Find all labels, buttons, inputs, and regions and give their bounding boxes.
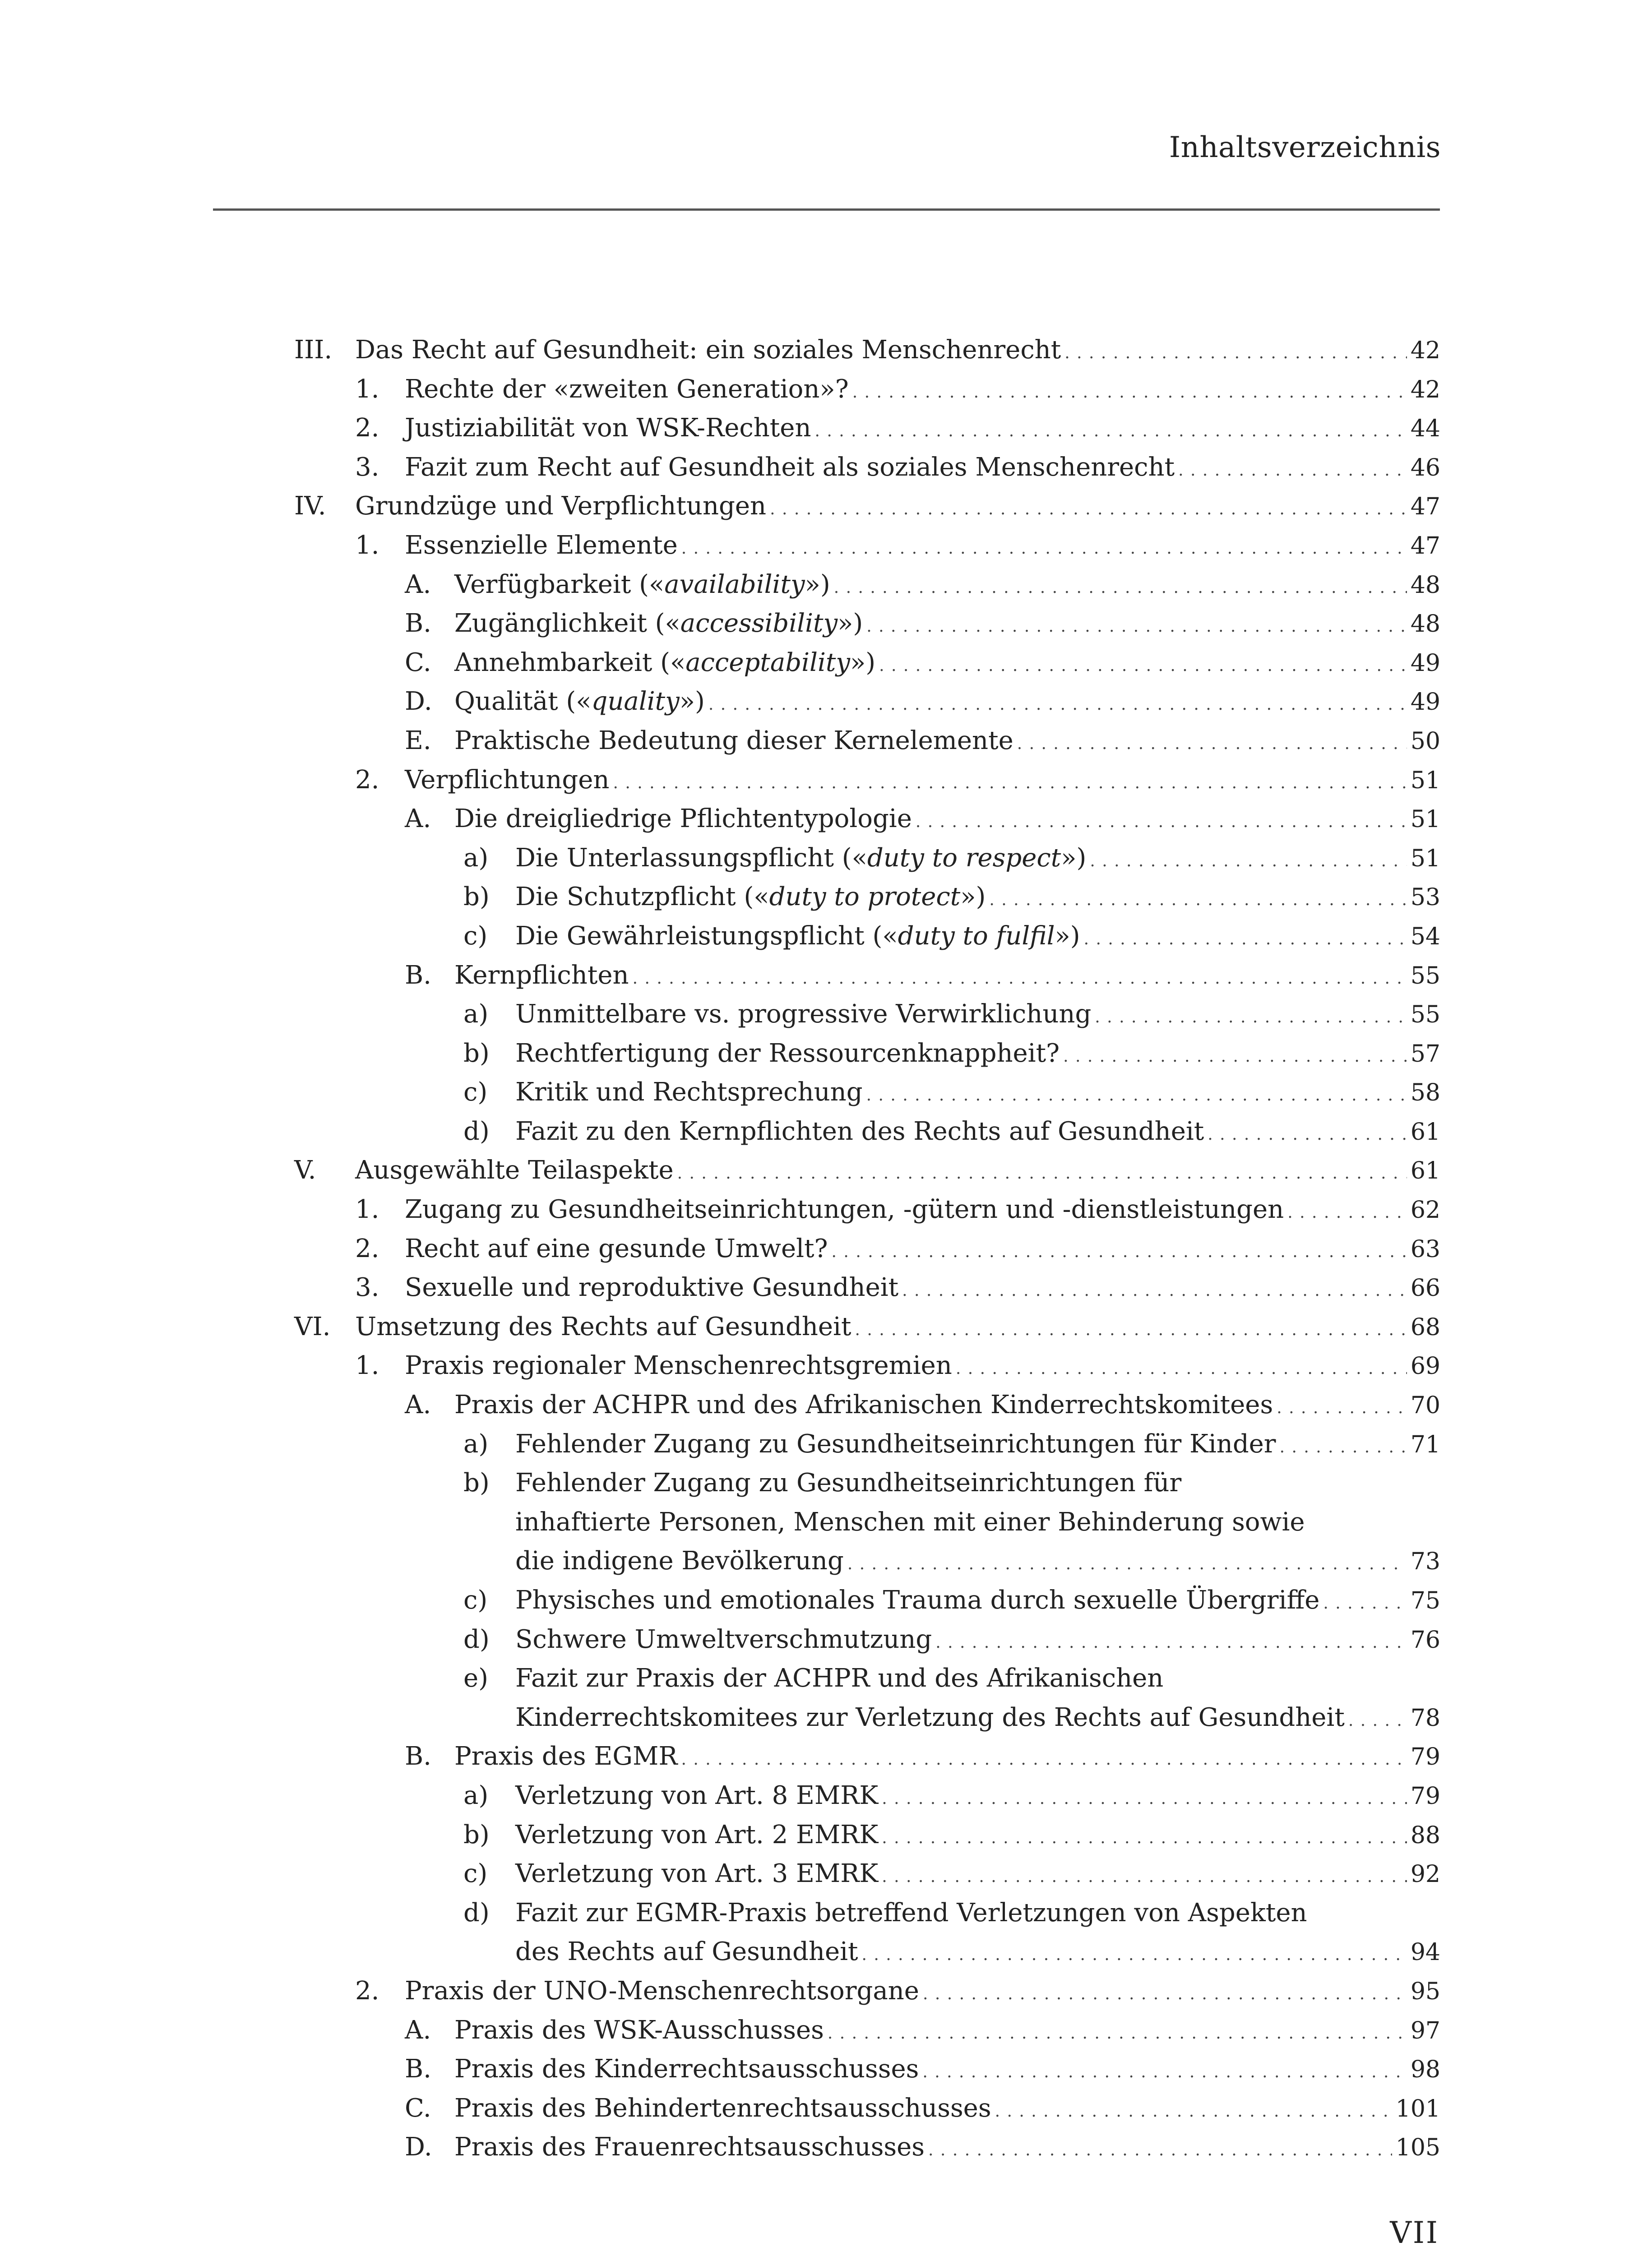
toc-entry-number: A. [405, 2015, 431, 2045]
dot-leader [866, 1076, 1407, 1115]
toc-entry[interactable] [294, 2089, 1440, 2128]
toc-entry[interactable] [294, 1386, 1440, 1425]
toc-entry-page: 76 [1410, 1626, 1440, 1654]
toc-entry-number: B. [405, 960, 431, 990]
dot-leader [1208, 1115, 1407, 1155]
toc-entry-page: 51 [1410, 767, 1440, 794]
dot-leader [852, 373, 1407, 412]
toc-entry-page: 66 [1410, 1275, 1440, 1302]
toc-entry-number: b) [463, 1468, 490, 1498]
toc-entry-title: Die Schutzpflicht («duty to protect») [515, 882, 986, 912]
toc-entry-title: Verletzung von Art. 8 EMRK [515, 1780, 879, 1810]
toc-entry-page: 51 [1410, 806, 1440, 833]
toc-entry-number: a) [463, 1429, 489, 1459]
toc-entry-page: 61 [1410, 1157, 1440, 1185]
toc-entry-number: E. [405, 726, 431, 755]
toc-entry-number: A. [405, 569, 431, 599]
toc-entry[interactable] [294, 1972, 1440, 2011]
toc-entry-title: Justiziabilität von WSK-Rechten [405, 413, 811, 443]
dot-leader [989, 881, 1407, 920]
toc-entry-page: 79 [1410, 1782, 1440, 1810]
toc-entry-page: 48 [1410, 610, 1440, 638]
toc-entry-title: Praxis des EGMR [454, 1742, 678, 1771]
header-rule [213, 208, 1440, 211]
toc-entry-page: 49 [1410, 689, 1440, 716]
dot-leader [879, 647, 1407, 686]
toc-entry-title: des Rechts auf Gesundheit [515, 1937, 858, 1967]
toc-entry-page: 57 [1410, 1040, 1440, 1068]
toc-entry-page: 79 [1410, 1743, 1440, 1771]
toc-entry-title: Sexuelle und reproduktive Gesundheit [405, 1273, 899, 1303]
dot-leader [832, 1233, 1407, 1272]
dot-leader [862, 1936, 1407, 1975]
dot-leader [708, 685, 1407, 725]
dot-leader [1064, 334, 1407, 373]
toc-entry-title: Praxis des Behindertenrechtsausschusses [454, 2093, 991, 2123]
toc-entry-title: Verletzung von Art. 3 EMRK [515, 1859, 879, 1889]
toc-entry-title: Essenzielle Elemente [405, 530, 678, 560]
toc-entry-number: D. [405, 2132, 432, 2162]
toc-entry[interactable] [294, 448, 1440, 487]
toc-entry-title: Rechtfertigung der Ressourcenknappheit? [515, 1038, 1060, 1068]
page-number: VII [1390, 2215, 1439, 2250]
dot-leader [922, 2053, 1407, 2092]
toc-entry-number: d) [463, 1898, 490, 1928]
toc-entry-title: Kritik und Rechtsprechung [515, 1077, 863, 1107]
dot-leader [882, 1819, 1407, 1858]
toc-entry-number: c) [463, 1586, 488, 1615]
toc-entry-title: Recht auf eine gesunde Umwelt? [405, 1234, 828, 1263]
toc-entry-page: 47 [1410, 493, 1440, 521]
toc-entry[interactable] [294, 331, 1440, 370]
toc-entry[interactable] [294, 917, 1440, 956]
toc-entry-number: e) [463, 1664, 488, 1693]
toc-entry-title: Praktische Bedeutung dieser Kernelemente [454, 726, 1013, 755]
toc-entry[interactable] [294, 2050, 1440, 2089]
dot-leader [928, 2131, 1392, 2170]
toc-entry-title-line: Fazit zur Praxis der ACHPR und des Afrikanischen [515, 1664, 1164, 1693]
dot-leader [1287, 1193, 1407, 1233]
toc-entry-title: die indigene Bevölkerung [515, 1546, 844, 1576]
toc-entry-number: d) [463, 1624, 490, 1654]
toc-entry-number: a) [463, 999, 489, 1029]
toc-entry-page: 61 [1410, 1118, 1440, 1146]
dot-leader [847, 1545, 1407, 1584]
dot-leader [828, 2014, 1407, 2053]
toc-entry[interactable] [294, 643, 1440, 683]
toc-entry[interactable] [294, 409, 1440, 448]
dot-leader [1277, 1389, 1407, 1428]
toc-entry-title: Verpflichtungen [405, 765, 610, 795]
toc-entry[interactable] [294, 1308, 1440, 1347]
toc-entry-page: 42 [1410, 337, 1440, 364]
dot-leader [633, 959, 1407, 999]
toc-entry[interactable] [294, 1737, 1440, 1776]
toc-entry-title: Praxis der UNO-Menschenrechtsorgane [405, 1976, 919, 2006]
table-of-contents [294, 331, 1440, 2167]
toc-entry-title: Grundzüge und Verpflichtungen [355, 491, 767, 521]
toc-entry-page: 98 [1410, 2056, 1440, 2084]
toc-entry-number: 2. [355, 413, 379, 443]
dot-leader [681, 1740, 1407, 1780]
toc-entry-number: 2. [355, 765, 379, 795]
toc-entry[interactable] [294, 2011, 1440, 2050]
toc-entry-number: 2. [355, 1234, 379, 1263]
dot-leader [956, 1350, 1407, 1389]
dot-leader [1063, 1037, 1407, 1077]
toc-entry-title: Zugang zu Gesundheitseinrichtungen, -gütern und -dienstleistungen [405, 1195, 1284, 1225]
toc-entry-title-line: Fehlender Zugang zu Gesundheitseinrichtungen für [515, 1468, 1182, 1498]
toc-entry-page: 71 [1410, 1431, 1440, 1458]
toc-entry-title: Praxis regionaler Menschenrechtsgremien [405, 1351, 952, 1381]
toc-entry-page: 78 [1410, 1704, 1440, 1732]
toc-entry-number: C. [405, 2093, 431, 2123]
toc-entry-title: Rechte der «zweiten Generation»? [405, 374, 849, 404]
dot-leader [1280, 1428, 1407, 1467]
toc-entry-number: C. [405, 647, 431, 677]
dot-leader [916, 803, 1407, 842]
toc-entry-title: Verletzung von Art. 2 EMRK [515, 1820, 879, 1849]
toc-entry-number: D. [405, 687, 432, 717]
toc-entry-page: 53 [1410, 884, 1440, 911]
toc-entry[interactable] [294, 721, 1440, 761]
toc-entry[interactable] [294, 1112, 1440, 1151]
dot-leader [995, 2092, 1392, 2131]
toc-entry-page: 55 [1410, 962, 1440, 989]
toc-entry-title-line: inhaftierte Personen, Menschen mit einer Behinderung sowie [515, 1507, 1305, 1537]
toc-entry-number: VI. [294, 1312, 331, 1341]
toc-entry[interactable] [294, 761, 1440, 800]
toc-entry-page: 95 [1410, 1978, 1440, 2005]
dot-leader [613, 764, 1407, 803]
toc-entry-title: Fazit zu den Kernpflichten des Rechts auf Gesundheit [515, 1116, 1204, 1146]
toc-entry-title: Ausgewählte Teilaspekte [355, 1156, 674, 1185]
dot-leader [834, 569, 1407, 608]
toc-entry-number: b) [463, 1038, 490, 1068]
toc-entry[interactable] [294, 1816, 1440, 1855]
dot-leader [1095, 998, 1407, 1037]
toc-entry-page: 75 [1410, 1587, 1440, 1614]
toc-entry-title: Qualität («quality») [454, 687, 705, 717]
toc-entry-page: 42 [1410, 376, 1440, 403]
dot-leader [882, 1780, 1407, 1819]
dot-leader [1090, 842, 1407, 881]
toc-entry-number: 2. [355, 1976, 379, 2006]
toc-entry[interactable] [294, 839, 1440, 878]
toc-entry-number: d) [463, 1116, 490, 1146]
toc-entry[interactable] [294, 565, 1440, 605]
toc-entry[interactable] [294, 995, 1440, 1034]
toc-entry[interactable] [294, 1346, 1440, 1386]
toc-entry-page: 105 [1395, 2134, 1440, 2162]
toc-entry-number: B. [405, 609, 431, 638]
toc-entry[interactable] [294, 2128, 1440, 2167]
toc-entry-number: B. [405, 2054, 431, 2084]
toc-entry-page: 94 [1410, 1939, 1440, 1966]
toc-entry-title: Kinderrechtskomitees zur Verletzung des Rechts auf Gesundheit [515, 1702, 1345, 1732]
dot-leader [681, 529, 1407, 569]
toc-entry-number: 1. [355, 374, 379, 404]
toc-entry-page: 58 [1410, 1079, 1440, 1107]
toc-entry[interactable] [294, 1034, 1440, 1073]
dot-leader [882, 1858, 1407, 1897]
toc-entry[interactable] [294, 526, 1440, 565]
toc-entry[interactable] [294, 1151, 1440, 1190]
toc-entry[interactable] [294, 1620, 1440, 1660]
toc-entry-title: Praxis der ACHPR und des Afrikanischen Kinderrechtskomitees [454, 1390, 1273, 1420]
toc-entry-title-line: Fazit zur EGMR-Praxis betreffend Verletzungen von Aspekten [515, 1898, 1307, 1928]
toc-entry[interactable] [294, 1268, 1440, 1308]
toc-entry[interactable] [294, 604, 1440, 643]
toc-entry-number: 1. [355, 1351, 379, 1381]
toc-entry-title: Umsetzung des Rechts auf Gesundheit [355, 1312, 851, 1341]
toc-entry-number: 1. [355, 1195, 379, 1225]
toc-entry-title: Verfügbarkeit («availability») [454, 569, 830, 599]
toc-entry[interactable] [294, 1894, 1440, 1972]
toc-entry-title: Fehlender Zugang zu Gesundheitseinrichtungen für Kinder [515, 1429, 1276, 1459]
toc-entry-page: 49 [1410, 649, 1440, 677]
toc-entry-page: 88 [1410, 1821, 1440, 1849]
toc-entry[interactable] [294, 878, 1440, 917]
toc-entry-number: 1. [355, 530, 379, 560]
toc-entry-number: b) [463, 1820, 490, 1849]
toc-entry[interactable] [294, 1190, 1440, 1230]
toc-entry-number: c) [463, 921, 488, 951]
toc-entry-page: 73 [1410, 1548, 1440, 1576]
dot-leader [1323, 1584, 1407, 1623]
toc-entry-page: 48 [1410, 571, 1440, 599]
toc-entry-number: 3. [355, 1273, 379, 1303]
toc-entry-title: Die Unterlassungspflicht («duty to respect») [515, 843, 1087, 873]
toc-entry-title: Schwere Umweltverschmutzung [515, 1624, 932, 1654]
toc-entry-page: 50 [1410, 727, 1440, 755]
toc-entry-number: a) [463, 843, 489, 873]
toc-entry-number: B. [405, 1742, 431, 1771]
dot-leader [902, 1271, 1407, 1311]
toc-entry[interactable] [294, 1659, 1440, 1737]
toc-entry-number: A. [405, 804, 431, 834]
toc-entry[interactable] [294, 1776, 1440, 1816]
toc-entry-number: c) [463, 1859, 488, 1889]
dot-leader [677, 1154, 1407, 1193]
dot-leader [1348, 1701, 1407, 1741]
toc-entry[interactable] [294, 956, 1440, 995]
toc-entry-title: Annehmbarkeit («acceptability») [454, 647, 876, 677]
toc-entry-number: 3. [355, 452, 379, 482]
toc-entry[interactable] [294, 1854, 1440, 1894]
toc-entry-page: 69 [1410, 1353, 1440, 1380]
toc-entry-page: 55 [1410, 1001, 1440, 1029]
toc-entry[interactable] [294, 1425, 1440, 1464]
dot-leader [815, 412, 1407, 451]
toc-entry-page: 54 [1410, 923, 1440, 950]
toc-entry-page: 97 [1410, 2017, 1440, 2044]
toc-entry-title: Praxis des Kinderrechtsausschusses [454, 2054, 919, 2084]
toc-entry-title: Praxis des WSK-Ausschusses [454, 2015, 824, 2045]
toc-entry-page: 47 [1410, 532, 1440, 559]
toc-entry-page: 70 [1410, 1392, 1440, 1419]
toc-entry-page: 92 [1410, 1861, 1440, 1888]
toc-entry[interactable] [294, 800, 1440, 839]
toc-entry-title: Unmittelbare vs. progressive Verwirklichung [515, 999, 1092, 1029]
toc-entry-title: Fazit zum Recht auf Gesundheit als soziales Menschenrecht [405, 452, 1175, 482]
toc-entry-page: 46 [1410, 454, 1440, 481]
toc-entry-number: V. [294, 1156, 316, 1185]
dot-leader [855, 1311, 1407, 1350]
toc-entry[interactable] [294, 487, 1440, 526]
toc-entry-number: IV. [294, 491, 326, 521]
toc-entry[interactable] [294, 1464, 1440, 1581]
toc-entry[interactable] [294, 1581, 1440, 1620]
dot-leader [770, 490, 1407, 529]
dot-leader [1017, 725, 1407, 764]
dot-leader [866, 607, 1407, 647]
toc-entry[interactable] [294, 682, 1440, 721]
toc-entry[interactable] [294, 370, 1440, 409]
toc-entry-number: a) [463, 1780, 489, 1810]
dot-leader [1084, 920, 1407, 959]
toc-entry-title: Die dreigliedrige Pflichtentypologie [454, 804, 912, 834]
toc-entry[interactable] [294, 1230, 1440, 1269]
toc-entry-page: 44 [1410, 415, 1440, 443]
toc-entry-number: A. [405, 1390, 431, 1420]
toc-entry-title: Das Recht auf Gesundheit: ein soziales Menschenrecht [355, 335, 1061, 365]
toc-entry-title: Zugänglichkeit («accessibility») [454, 609, 863, 638]
toc-entry-page: 62 [1410, 1197, 1440, 1224]
dot-leader [1178, 451, 1407, 490]
toc-entry-title: Die Gewährleistungspflicht («duty to fulfil») [515, 921, 1080, 951]
toc-entry-title: Kernpflichten [454, 960, 629, 990]
toc-entry-page: 101 [1395, 2095, 1440, 2122]
toc-entry-page: 51 [1410, 845, 1440, 872]
toc-entry[interactable] [294, 1073, 1440, 1112]
toc-entry-number: III. [294, 335, 333, 365]
running-header: Inhaltsverzeichnis [1169, 131, 1441, 164]
toc-entry-title: Praxis des Frauenrechtsausschusses [454, 2132, 925, 2162]
toc-entry-title: Physisches und emotionales Trauma durch sexuelle Übergriffe [515, 1586, 1320, 1615]
dot-leader [923, 1975, 1407, 2014]
toc-entry-number: b) [463, 882, 490, 912]
toc-entry-page: 68 [1410, 1313, 1440, 1341]
dot-leader [935, 1623, 1407, 1663]
toc-entry-page: 63 [1410, 1235, 1440, 1263]
toc-entry-number: c) [463, 1077, 488, 1107]
